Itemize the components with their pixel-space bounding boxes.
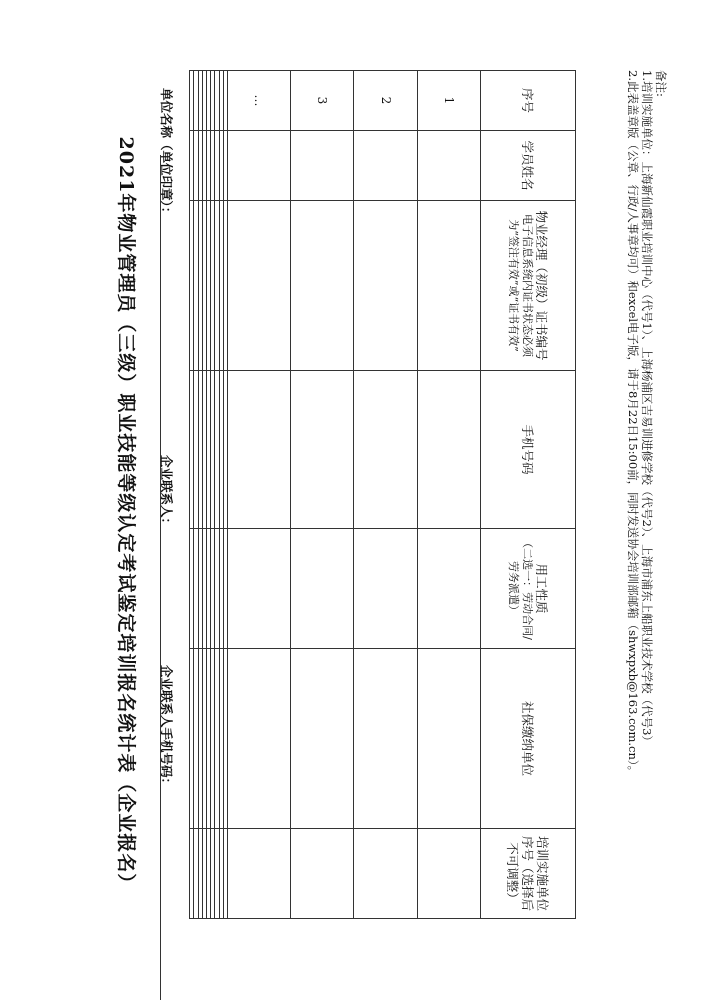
entry-cell[interactable] (354, 131, 417, 201)
entry-cell[interactable] (198, 529, 202, 649)
entry-cell[interactable] (211, 649, 215, 829)
entry-cell[interactable] (219, 201, 223, 371)
entry-cell[interactable] (202, 131, 206, 201)
entry-cell[interactable] (223, 829, 227, 919)
column-header (481, 201, 576, 371)
table-row (206, 71, 210, 919)
column-header (481, 829, 576, 919)
entry-cell[interactable] (206, 529, 210, 649)
table-row (417, 71, 480, 919)
row-number-cell (215, 71, 219, 131)
entry-cell[interactable] (219, 371, 223, 529)
entry-cell[interactable] (417, 201, 480, 371)
entry-cell[interactable] (354, 649, 417, 829)
column-header (481, 131, 576, 201)
notes-heading: 备注: (654, 70, 668, 97)
row-number-cell (194, 71, 198, 131)
notes-line-1: 1.培训实施单位：上海新仙霞职业培训中心（代号1）、上海杨浦区吉易训进修学校（代号2）、上海市浦东上船职业技术学校（代号3） (640, 70, 654, 747)
entry-cell[interactable] (291, 649, 354, 829)
entry-cell[interactable] (190, 529, 194, 649)
column-header (481, 71, 576, 131)
entry-cell[interactable] (219, 649, 223, 829)
notes-line-2: 2.此表盖章版（公章、行政/人事章均可）和excel电子版，请于8月22日15:00前，同时发送协会培训部邮箱（shwxpxb@163.com.cn）。 (626, 70, 640, 778)
column-header (481, 529, 576, 649)
entry-cell[interactable] (211, 829, 215, 919)
column-header-label: 手机号码 (520, 424, 536, 475)
entry-cell[interactable] (198, 829, 202, 919)
entry-cell[interactable] (354, 371, 417, 529)
entry-cell[interactable] (202, 201, 206, 371)
entry-cell[interactable] (202, 649, 206, 829)
table-row (223, 71, 227, 919)
row-number-cell (211, 71, 215, 131)
row-number-cell (202, 71, 206, 131)
column-header-label: 物业经理（初级）证书编号 (534, 210, 550, 361)
notes-section (626, 70, 668, 970)
entry-cell[interactable] (223, 649, 227, 829)
entry-cell[interactable] (291, 829, 354, 919)
row-number-cell (190, 71, 194, 131)
entry-cell[interactable] (228, 201, 291, 371)
table-row (194, 71, 198, 919)
entry-cell[interactable] (215, 131, 219, 201)
table-row (215, 71, 219, 919)
table-row (291, 71, 354, 919)
table-row (190, 71, 194, 919)
entry-cell[interactable] (228, 131, 291, 201)
row-number-cell (198, 71, 202, 131)
entry-cell[interactable] (211, 529, 215, 649)
table-row (211, 71, 215, 919)
entry-cell[interactable] (354, 201, 417, 371)
entry-cell[interactable] (190, 131, 194, 201)
entry-cell[interactable] (194, 529, 198, 649)
column-header-label: 培训实施单位序号（选择后不可调整） (505, 835, 551, 911)
entry-cell[interactable] (223, 201, 227, 371)
entry-cell[interactable] (198, 649, 202, 829)
entry-cell[interactable] (417, 131, 480, 201)
entry-cell[interactable] (190, 371, 194, 529)
entry-cell[interactable] (219, 131, 223, 201)
entry-cell[interactable] (211, 131, 215, 201)
table-row (219, 71, 223, 919)
entry-cell[interactable] (198, 201, 202, 371)
table-row (202, 71, 206, 919)
table-body (190, 71, 481, 919)
row-number-cell (223, 71, 227, 131)
entry-cell[interactable] (194, 649, 198, 829)
row-number-cell: 2 (354, 71, 417, 131)
entry-cell[interactable] (194, 131, 198, 201)
entry-cell[interactable] (194, 371, 198, 529)
contact-phone-label: 企业联系人手机号码： (159, 665, 174, 791)
table-row (198, 71, 202, 919)
entry-cell[interactable] (215, 829, 219, 919)
entry-cell[interactable] (215, 371, 219, 529)
form-title: 2021年物业管理员（三级）职业技能等级认定考试鉴定培训报名统计表（企业报名） (115, 136, 137, 894)
column-header (481, 371, 576, 529)
row-number-cell (206, 71, 210, 131)
row-number-cell: 1 (417, 71, 480, 131)
entry-cell[interactable] (206, 829, 210, 919)
entry-cell[interactable] (291, 131, 354, 201)
entry-cell[interactable] (202, 829, 206, 919)
entry-cell[interactable] (206, 371, 210, 529)
entry-cell[interactable] (211, 371, 215, 529)
entry-cell[interactable] (194, 201, 198, 371)
entry-cell[interactable] (291, 201, 354, 371)
entry-cell[interactable] (211, 201, 215, 371)
registration-table (189, 70, 576, 919)
entry-cell[interactable] (228, 529, 291, 649)
entry-cell[interactable] (228, 829, 291, 919)
entry-cell[interactable] (215, 649, 219, 829)
column-header (481, 649, 576, 829)
entry-cell[interactable] (219, 529, 223, 649)
entry-cell[interactable] (194, 829, 198, 919)
header-rule (160, 155, 161, 1000)
entry-cell[interactable] (223, 131, 227, 201)
column-header-label: 社保缴纳单位 (520, 700, 536, 776)
column-header-label: 学员姓名 (520, 140, 536, 191)
column-header-note: 电子信息系统内证书状态必须为“签注有效”或“证书有效” (507, 214, 535, 357)
entry-cell[interactable] (198, 131, 202, 201)
entry-cell[interactable] (215, 201, 219, 371)
entry-cell[interactable] (190, 201, 194, 371)
entry-cell[interactable] (202, 529, 206, 649)
unit-name-label: 单位名称（单位印章）： (159, 88, 174, 220)
entry-cell[interactable] (219, 829, 223, 919)
entry-cell[interactable] (228, 649, 291, 829)
entry-cell[interactable] (417, 371, 480, 529)
entry-cell[interactable] (202, 371, 206, 529)
entry-cell[interactable] (190, 649, 194, 829)
column-header-note: （二选一：劳动合同/劳务派遣） (507, 537, 535, 640)
entry-cell[interactable] (417, 649, 480, 829)
entry-cell[interactable] (417, 529, 480, 649)
entry-cell[interactable] (215, 529, 219, 649)
table-header-row (481, 71, 576, 919)
entry-cell[interactable] (223, 529, 227, 649)
contact-person-label: 企业联系人： (159, 455, 174, 531)
row-number-cell: … (228, 71, 291, 131)
entry-cell[interactable] (354, 529, 417, 649)
column-header-label: 序号 (520, 87, 536, 113)
entry-cell[interactable] (223, 371, 227, 529)
entry-cell[interactable] (198, 371, 202, 529)
entry-cell[interactable] (206, 131, 210, 201)
entry-cell[interactable] (291, 371, 354, 529)
table-row (228, 71, 291, 919)
entry-cell[interactable] (206, 649, 210, 829)
entry-cell[interactable] (206, 201, 210, 371)
row-number-cell (219, 71, 223, 131)
entry-cell[interactable] (354, 829, 417, 919)
entry-cell[interactable] (228, 371, 291, 529)
entry-cell[interactable] (417, 829, 480, 919)
entry-cell[interactable] (190, 829, 194, 919)
column-header-label: 用工性质 (534, 563, 550, 614)
row-number-cell: 3 (291, 71, 354, 131)
entry-cell[interactable] (291, 529, 354, 649)
table-row (354, 71, 417, 919)
